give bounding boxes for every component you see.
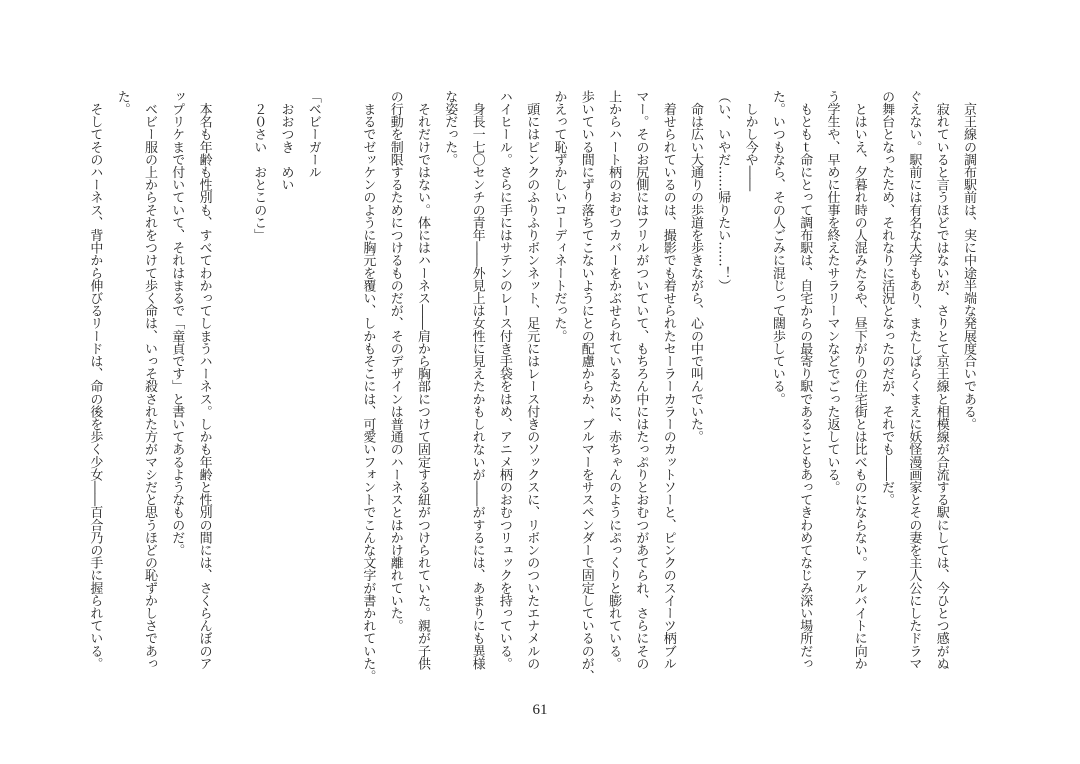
text-column: ２０さい おとこのこ」 — [251, 90, 267, 242]
text-column: う学生や、早めに仕事を終えたサラリーマンなどでごった返している。 — [824, 90, 840, 494]
text-column: 京王線の調布駅前は、実に中途半端な発展度合いである。 — [961, 90, 976, 431]
page-number: 61 — [532, 702, 548, 718]
text-column: た。 — [114, 90, 130, 116]
text-column: おおつき めい — [278, 90, 294, 191]
text-column: 上からハート柄のおむつカバーをかぶせられているために、赤ちゃんのようにぷっくりと膨れている。 — [606, 90, 622, 670]
text-column: まるでゼッケンのように胸元を覆い、しかもそこには、可愛いフォントでこんな文字が書かれていた。 — [360, 90, 376, 683]
text-column: とはいえ、夕暮れ時の人混みたるや、昼下がりの住宅街とは比べものにならない。アルバイトに向か — [851, 90, 867, 670]
text-column: 命は広い大通りの歩道を歩きながら、心の中で叫んでいた。 — [688, 90, 703, 443]
text-column: もともｔ命にとって調布駅は、自宅からの最寄り駅であることもあってきわめてなじみ深い場所だっ — [797, 90, 813, 670]
text-column: かえって恥ずかしいコーディネートだった。 — [551, 90, 567, 343]
text-column: 本名も年齢も性別も、すべてわかってしまうハーネス。しかも年齢と性別の間には、さくらんぼのア — [196, 90, 212, 670]
text-column: （い、いやだ……帰りたい……！） — [715, 90, 731, 292]
text-column: マー。そのお尻側にはフリルがついていて、もちろん中にはたっぷりとおむつがあてられ、さらにその — [633, 90, 649, 670]
text-column: の行動を制限するためにつけるものだが、そのデザインは普通のハーネスとはかけ離れていた。 — [387, 90, 403, 632]
text-column: た。いつもなら、その人ごみに混じって闊歩している。 — [769, 90, 785, 406]
text-column: ハイヒール。さらに手にはサテンのレース付き手袋をはめ、アニメ柄のおむつリュックを持っている。 — [496, 90, 512, 670]
text-column: それだけではない。体にはハーネス――肩から胸部につけて固定する紐がつけられていた。親が子供 — [415, 90, 430, 670]
text-column: 「ベビーガール — [305, 90, 321, 179]
text-column: な姿だった。 — [442, 90, 458, 166]
text-column: 寂れていると言うほどではないが、さりとて京王線と相模線が合流する駅にしては、今ひとつ感がぬ — [933, 90, 949, 670]
text-column: 着せられているのは、撮影でも着せられたセーラーカラーのカットソーと、ピンクのスイーツ柄ブル — [660, 90, 676, 670]
text-column: ベビー服の上からそれをつけて歩く命は、いっそ殺された方がマシだと思うほどの恥ずかしさであっ — [142, 90, 157, 670]
text-column: 歩いている間にずり落ちてこないようにとの配慮からか、ブルマーをサスペンダーで固定しているのが、 — [578, 90, 594, 683]
text-column: しかし今や―― — [742, 90, 758, 191]
text-column: 身長一七〇センチの青年――外見上は女性に見えたかもしれないが――がするには、あまりにも異様 — [469, 90, 485, 670]
text-column: 頭にはピンクのふりふりボンネット、足元にはレース付きのソックスに、リボンのついたエナメルの — [524, 90, 540, 670]
text-column: ぐえない。駅前には有名な大学もあり、またしばらくまえに妖怪漫画家とその妻を主人公にしたドラマ — [906, 90, 922, 670]
text-column: の舞台となったため、それなりに活況となったのだが、それでも――だ。 — [879, 90, 895, 506]
text-column: ップリケまで付いていて、それはまるで「童貞です」と書いてあるようなものだ。 — [169, 90, 185, 557]
text-column: そしてそのハーネス、背中から伸びるリードは、命の後を歩く少女――百合乃の手に握られている。 — [87, 90, 103, 670]
